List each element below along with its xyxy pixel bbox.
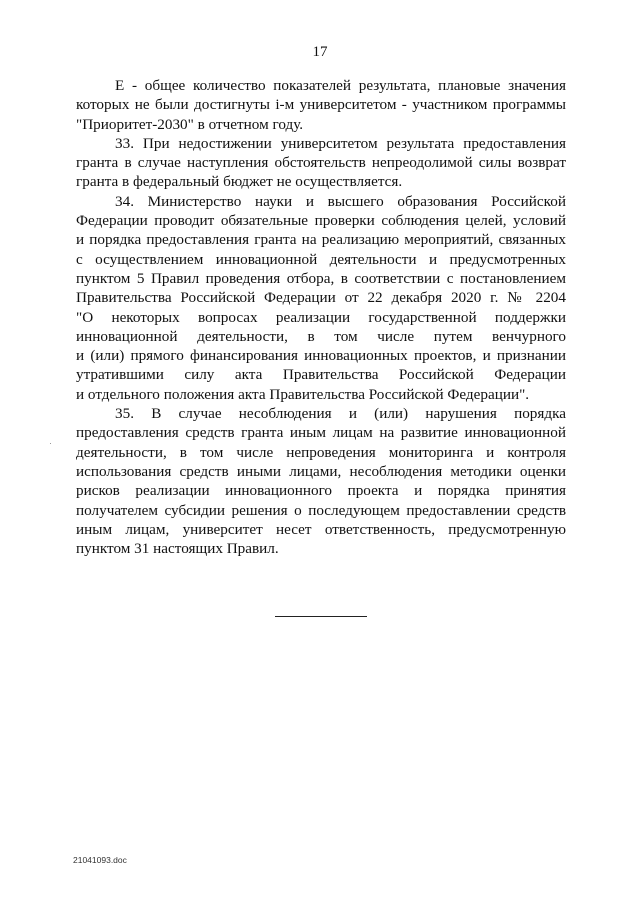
text-line: использования средств иными лицами, несоблюдения методики оценки — [76, 462, 566, 480]
text-line: инновационной деятельности, в том числе путем венчурного — [76, 327, 566, 345]
text-line: иным лицам, университет несет ответственность, предусмотренную — [76, 520, 566, 538]
footer-file-code: 21041093.doc — [73, 855, 127, 865]
text-line: и отдельного положения акта Правительства Российской Федерации". — [76, 385, 530, 403]
text-line: предоставления средств гранта иным лицам на развитие инновационной — [76, 424, 566, 442]
text-line: пунктом 5 Правил проведения отбора, в соответствии с постановлением — [76, 269, 566, 287]
text-line: E - общее количество показателей результата, плановые значения — [115, 77, 566, 94]
text-line: Правительства Российской Федерации от 22 декабря 2020 г. № 2204 — [76, 289, 566, 307]
paragraph-e-definition — [76, 76, 566, 134]
text-line: 35. В случае несоблюдения и (или) нарушения порядка — [115, 405, 566, 423]
text-line: рисков реализации инновационного проекта и порядка принятия — [76, 482, 566, 500]
text-line: и (или) прямого финансирования инновационных проектов, и признании — [76, 347, 566, 365]
text-line: пунктом 31 настоящих Правил. — [76, 540, 279, 558]
text-line: Федерации проводит обязательные проверки соблюдения целей, условий — [76, 212, 566, 230]
paragraph-34 — [76, 192, 566, 404]
page-number: 17 — [312, 44, 328, 60]
margin-mark — [50, 443, 51, 444]
text-line: "Приоритет-2030" в отчетном году. — [76, 115, 304, 133]
paragraph-33 — [76, 134, 566, 192]
text-line: и порядка предоставления гранта на реализацию мероприятий, связанных — [76, 231, 566, 249]
text-line: утратившими силу акта Правительства Российской Федерации — [76, 366, 566, 384]
text-line: деятельности, в том числе непроведения мониторинга и контроля — [76, 443, 566, 461]
text-line: 33. При недостижении университетом результата предоставления — [115, 134, 566, 152]
paragraph-35 — [76, 404, 566, 558]
text-line: гранта в федеральный бюджет не осуществляется. — [76, 173, 403, 191]
text-line: которых не были достигнуты i-м университетом - участником программы — [76, 96, 566, 114]
text-line: получателем субсидии решения о последующем предоставлении средств — [76, 501, 566, 519]
text-line: с осуществлением инновационной деятельности и предусмотренных — [76, 250, 566, 268]
text-line: "О некоторых вопросах реализации государственной поддержки — [76, 308, 566, 326]
text-line: 34. Министерство науки и высшего образования Российской — [115, 192, 566, 210]
closing-separator-line — [275, 616, 367, 617]
document-body — [76, 76, 566, 558]
text-line: гранта в случае наступления обстоятельств непреодолимой силы возврат — [76, 154, 566, 172]
